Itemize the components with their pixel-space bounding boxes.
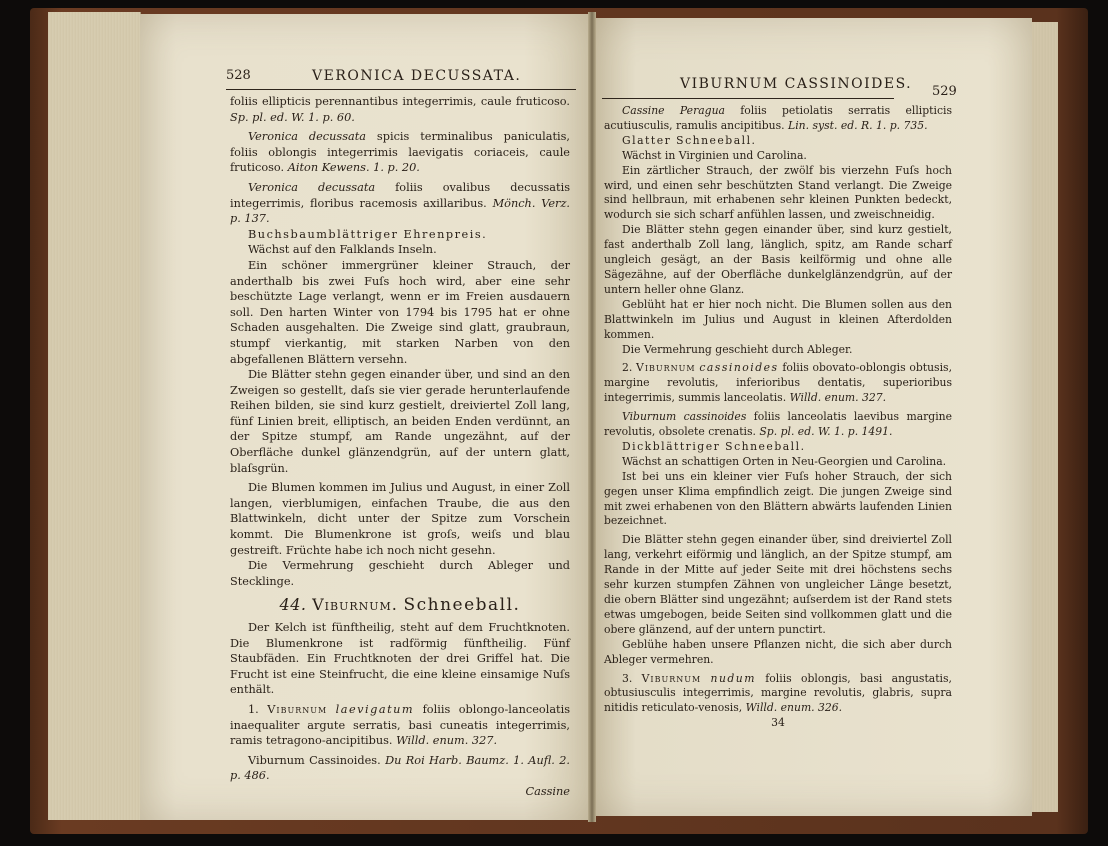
catchword: Cassine (525, 784, 570, 798)
left-page-body (230, 94, 570, 800)
paragraph: Ist bei uns ein kleiner vier Fuſs hoher Strauch, der sich gegen unser Klima empfindlich zeigt. Die jungen Zweige sind mit zwei erhabenen von den Blättern abwärts laufenden Linien bezeichnet. (604, 469, 952, 528)
synonym-entry: Veronica decussata foliis ovalibus decussatis integerrimis, floribus racemosis axillaribus. Mönch. Verz. p. 137. (230, 180, 570, 226)
common-name: Glatter Schneeball. (622, 133, 757, 147)
page-number: 528 (226, 68, 251, 83)
paragraph: Ein schöner immergrüner kleiner Strauch, der anderthalb bis zwei Fuſs hoch wird, aber eine sehr beschützte Lage verlangt, wenn er im Freien ausdauern soll. Den harten Winter von 1794 bis 1795 hat er ohne Schaden ausgehalten. Die Zweige sind glatt, graubraun, stumpf vierkantig, mit starken Narben von den abgefallenen Blättern versehn. (230, 258, 570, 366)
right-page-body (604, 104, 952, 731)
species-entry: 1. Viburnum laevigatum foliis oblongo-lanceolatis inaequaliter argute serratis, basi cuneatis integerrimis, ramis tetragono-ancipitibus. Willd. enum. 327. (230, 702, 571, 748)
paragraph: Geblühe haben unsere Pflanzen nicht, die sich aber durch Ableger vermehren. (604, 637, 952, 666)
page-number: 529 (932, 84, 957, 99)
paragraph: Der Kelch ist fünftheilig, steht auf dem Fruchtknoten. Die Blumenkrone ist radförmig fünftheilig. Fünf Staubfäden. Ein Fruchtknoten der drei Griffel hat. Die Frucht ist eine Steinfrucht, die eine kleine einsamige Nuſs enthält. (230, 621, 570, 697)
left-page (140, 14, 592, 820)
text-line: foliis ellipticis perennantibus integerrimis, caule fruticoso. Sp. pl. ed. W. 1. p. 60. (230, 95, 570, 124)
paragraph: Geblüht hat er hier noch nicht. Die Blumen sollen aus den Blattwinkeln im Julius und August in kleinen Afterdolden kommen. (604, 297, 952, 341)
page-edges-right (1030, 22, 1058, 812)
page-edges-left (48, 12, 141, 820)
section-title: 44. Viburnum. Schneeball. (279, 595, 521, 616)
paragraph: Die Blätter stehn gegen einander über, sind dreiviertel Zoll lang, verkehrt eiförmig und länglich, an der Spitze stumpf, am Rande in der Mitte auf jeder Seite mit drei höchstens sechs sehr kurzen stumpfen Zähnen von ungleicher Länge besetzt, die obern Blätter sind ungezähnt; auſserdem ist der Rand stets etwas umgebogen, beide Seiten sind vollkommen glatt und die obere glänzend, auf der untern punctirt. (604, 533, 952, 636)
synonym-entry: Viburnum Cassinoides. Du Roi Harb. Baumz. 1. Aufl. 2. p. 486. (230, 753, 570, 783)
common-name: Buchsbaumblättriger Ehrenpreis. (248, 227, 488, 241)
habitat: Wächst auf den Falklands Inseln. (248, 243, 437, 257)
habitat: Wächst in Virginien und Carolina. (622, 148, 807, 162)
synonym-entry: Veronica decussata spicis terminalibus paniculatis, foliis oblongis integerrimis laevigatis coriaceis, caule fruticoso. Aiton Kewens. 1. p. 20. (230, 130, 570, 175)
species-entry: 2. Viburnum cassinoides foliis obovato-oblongis obtusis, margine revolutis, inferioribus dentatis, superioribus integerrimis, summis lanceolatis. Willd. enum. 327. (604, 361, 953, 405)
header-rule (602, 98, 894, 99)
common-name: Dickblättriger Schneeball. (622, 439, 806, 453)
paragraph: Ein zärtlicher Strauch, der zwölf bis vierzehn Fuſs hoch wird, und einen sehr beschützten Stand verlangt. Die Zweige sind hellbraun, mit erhabenen sehr kleinen Punkten bedeckt, wodurch sie sich scharf anfühlen lassen, und zweischneidig. (604, 163, 952, 222)
header-rule (226, 89, 576, 90)
paragraph: Die Vermehrung geschieht durch Ableger. (622, 342, 853, 356)
paragraph: Die Blumen kommen im Julius und August, in einer Zoll langen, vierblumigen, einfachen Traube, die aus den Blattwinkeln, dicht unter der Spitze zum Vorschein kommt. Die Blumenkrone ist groſs, weiſs und blau gestreift. Früchte habe ich noch nicht gesehn. (230, 481, 570, 557)
book-gutter (588, 12, 596, 822)
species-entry: 3. Viburnum nudum foliis oblongis, basi angustatis, obtusiusculis integerrimis, margine revolutis, glabris, supra nitidis reticulato-venosis, Willd. enum. 326. (604, 671, 952, 715)
right-page (592, 18, 1032, 816)
habitat: Wächst an schattigen Orten in Neu-Georgien und Carolina. (622, 454, 947, 468)
synonym-entry: Cassine Peragua foliis petiolatis serratis ellipticis acutiusculis, ramulis ancipitibus. Lin. syst. ed. R. 1. p. 735. (604, 104, 952, 132)
paragraph: Die Blätter stehn gegen einander über, und sind an den Zweigen so gestellt, daſs sie vier gerade herunterlaufende Reihen bilden, sie sind kurz gestielt, dreiviertel Zoll lang, fünf Linien breit, elliptisch, an beiden Enden verdünnt, an der Spitze stumpf, am Rande ungezähnt, auf der Oberfläche dunkel glänzendgrün, auf der untern glatt, blaſsgrün. (230, 368, 570, 475)
paragraph: Die Blätter stehn gegen einander über, sind kurz gestielt, fast anderthalb Zoll lang, länglich, spitz, am Rande scharf ungleich gesägt, an der Basis keilförmig und ohne alle Sägezähne, auf der Oberfläche dunkelglänzendgrün, auf der untern heller ohne Glanz. (604, 223, 952, 296)
running-head: VERONICA DECUSSATA. (312, 68, 522, 84)
running-head: VIBURNUM CASSINOIDES. (680, 76, 913, 92)
paragraph: Die Vermehrung geschieht durch Ableger und Stecklinge. (230, 559, 570, 588)
signature-mark: 34 (771, 716, 785, 730)
synonym-entry: Viburnum cassinoides foliis lanceolatis laevibus margine revolutis, obsolete crenatis. Sp. pl. ed. W. 1. p. 1491. (604, 410, 952, 439)
